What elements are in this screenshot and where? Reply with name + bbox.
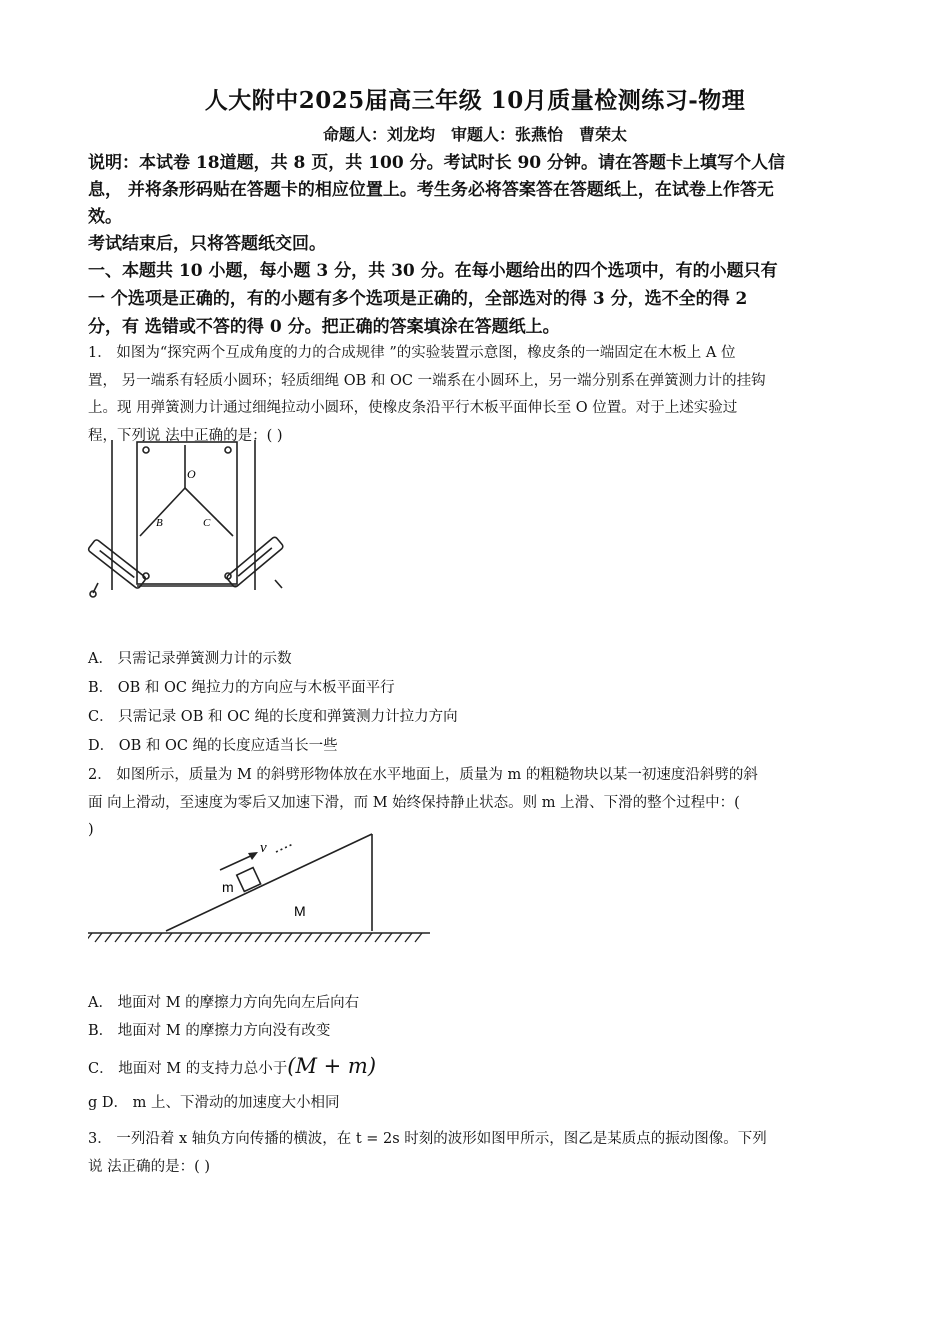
instructions-line: 息， 并将条形码贴在答题卡的相应位置上。考生务必将答案答在答题纸上，在试卷上作答无 xyxy=(88,180,774,200)
question-line: 程，下列说 法中正确的是：( ) xyxy=(88,427,283,444)
point-c-label: C xyxy=(203,517,211,529)
velocity-label: v xyxy=(260,840,267,856)
incline-wedge-diagram xyxy=(88,830,438,950)
q1-option-d: D． OB 和 OC 绳的长度应适当长一些 xyxy=(88,738,338,754)
q2-option-d: g D． m 上、下滑动的加速度大小相同 xyxy=(88,1095,340,1111)
exam-title: 人大附中2025届高三年级 10月质量检测练习-物理 xyxy=(204,87,746,114)
question-line: 上。现 用弹簧测力计通过细绳拉动小圆环，使橡皮条沿平行木板平面伸长至 O 位置。对于上述实验过 xyxy=(88,400,738,416)
question-line: 置， 另一端系有轻质小圆环；轻质细绳 OB 和 OC 一端系在小圆环上，另一端分别系在弹簧测力计的挂钩 xyxy=(88,372,766,389)
q1-option-c: C． 只需记录 OB 和 OC 绳的长度和弹簧测力计拉力方向 xyxy=(88,709,458,725)
question-line: 面 向上滑动，至速度为零后又加速下滑，而 M 始终保持静止状态。则 m 上滑、下滑的整个过程中：( xyxy=(88,794,740,811)
instructions xyxy=(88,150,860,258)
question-1-stem xyxy=(88,340,860,450)
q2-option-c-text: C． 地面对 M 的支持力总小于 xyxy=(88,1061,288,1077)
q2-option-b: B． 地面对 M 的摩擦力方向没有改变 xyxy=(88,1023,331,1039)
force-experiment-diagram xyxy=(85,440,295,605)
question-line: ) xyxy=(88,822,94,838)
question-3-stem xyxy=(88,1126,860,1181)
wedge-m-label: M xyxy=(294,903,306,919)
q2-option-a: A． 地面对 M 的摩擦力方向先向左后向右 xyxy=(88,995,360,1011)
question-line: 2． 如图所示，质量为 M 的斜劈形物体放在水平地面上，质量为 m 的粗糙物块以某一初速度沿斜劈的斜 xyxy=(88,767,758,783)
section-line: 一 个选项是正确的，有的小题有多个选项是正确的，全部选对的得 3 分，选不全的得 2 xyxy=(88,289,748,309)
q2-option-c xyxy=(88,1055,376,1080)
instructions-line: 考试结束后，只将答题纸交回。 xyxy=(88,234,326,254)
ground-hatching xyxy=(88,933,422,942)
q2-option-c-formula: (M + m) xyxy=(287,1054,377,1078)
section-line: 一、本题共 10 小题，每小题 3 分，共 30 分。在每小题给出的四个选项中，有的小题只有 xyxy=(88,261,778,281)
exam-authors: 命题人：刘龙均 审题人：张燕怡 曹荣太 xyxy=(322,125,627,144)
question-line: 3． 一列沿着 x 轴负方向传播的横波，在 t = 2s 时刻的波形如图甲所示，图乙是某质点的振动图像。下列 xyxy=(88,1131,767,1147)
point-b-label: B xyxy=(156,517,163,529)
question-line: 1． 如图为“探究两个互成角度的力的合成规律 ”的实验装置示意图，橡皮条的一端固定在木板上 A 位 xyxy=(88,345,736,361)
q1-option-b: B． OB 和 OC 绳拉力的方向应与木板平面平行 xyxy=(88,680,395,696)
q1-option-a: A． 只需记录弹簧测力计的示数 xyxy=(88,651,292,667)
instructions-line: 效。 xyxy=(88,207,122,227)
question-line: 说 法正确的是：( ) xyxy=(88,1158,211,1175)
section-one-header xyxy=(88,257,860,341)
block-m-label: m xyxy=(222,879,234,895)
instructions-line: 说明：本试卷 18道题，共 8 页，共 100 分。考试时长 90 分钟。请在答题卡上填写个人信 xyxy=(88,153,786,173)
section-line: 分，有 选错或不答的得 0 分。把正确的答案填涂在答题纸上。 xyxy=(88,317,560,337)
point-o-label: O xyxy=(187,467,196,481)
